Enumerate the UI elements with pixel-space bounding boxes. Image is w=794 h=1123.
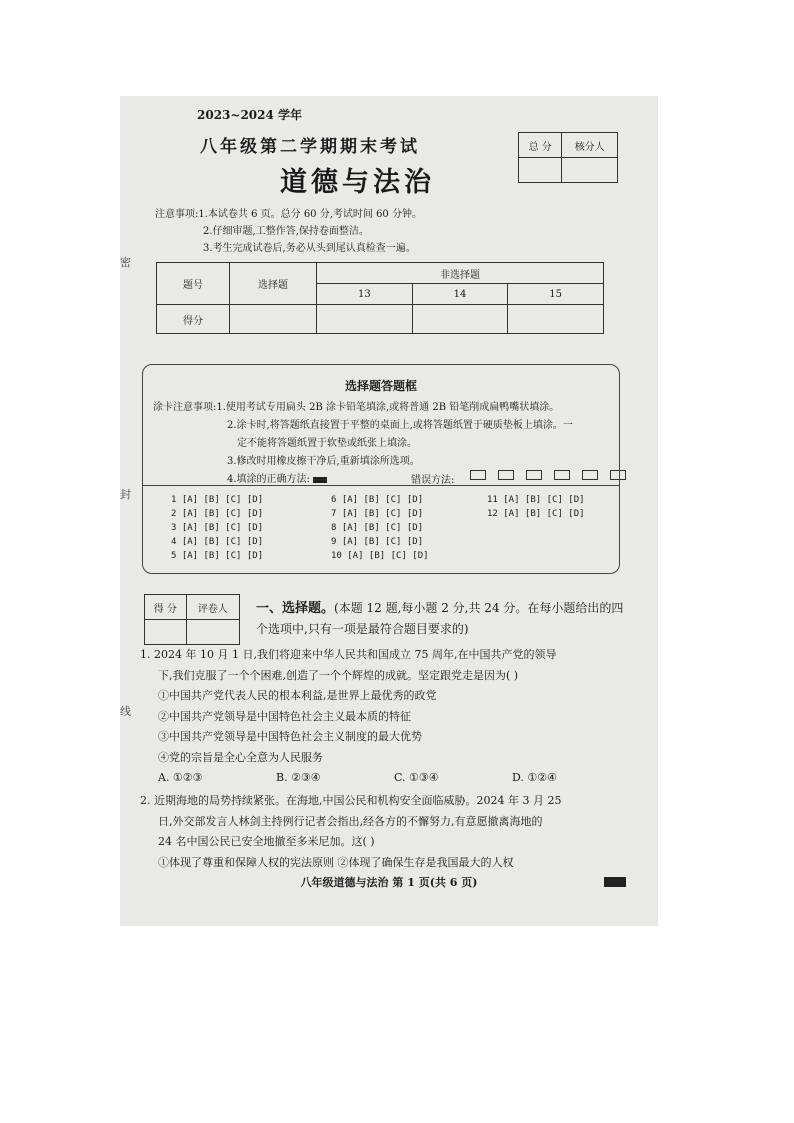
q14-header: 14 <box>412 284 508 305</box>
wrong-mark-icon <box>610 470 626 480</box>
subject-title: 道德与法治 <box>280 167 435 198</box>
q1-statement: ③中国共产党领导是中国特色社会主义制度的最大优势 <box>158 730 422 743</box>
q2-statements: ①体现了尊重和保障人权的宪法原则 ②体现了确保生存是我国最大的人权 <box>158 855 514 869</box>
bubble-column-1 <box>171 493 263 563</box>
score-row-label: 得分 <box>157 305 230 334</box>
grader-box <box>144 594 240 645</box>
q15-header: 15 <box>508 284 604 305</box>
section-heading <box>256 598 636 639</box>
answer-card-divider <box>143 485 619 486</box>
q1-statement: ②中国共产党领导是中国特色社会主义最本质的特征 <box>158 709 411 723</box>
wrong-mark-icon <box>582 470 598 480</box>
q1-statement: ④党的宗旨是全心全意为人民服务 <box>158 750 323 764</box>
wrong-mark-icon <box>470 470 486 480</box>
bubble-row-8[interactable]: 8 [A] [B] [C] [D] <box>331 523 424 533</box>
non-choice-header: 非选择题 <box>317 263 604 284</box>
question-1 <box>140 645 630 789</box>
q2-stem-cont: 日,外交部发言人林剑主持例行记者会指出,经各方的不懈努力,有意愿撤离海地的 <box>158 814 543 828</box>
bubble-row-3[interactable]: 3 [A] [B] [C] [D] <box>171 523 264 533</box>
score-cell[interactable] <box>230 305 317 334</box>
bubble-row-10[interactable]: 10 [A] [B] [C] [D] <box>331 551 429 561</box>
section-desc-line2: 个选项中,只有一项是最符合题目要求的) <box>256 622 469 636</box>
q2-stem-cont: 24 名中国公民已安全地撤至多米尼加。这( ) <box>158 835 375 848</box>
bubble-row-7[interactable]: 7 [A] [B] [C] [D] <box>331 509 424 519</box>
note-item: 3.考生完成试卷后,务必从头到尾认真检查一遍。 <box>203 243 416 254</box>
wrong-mark-icon <box>498 470 514 480</box>
margin-mark-feng: 封 <box>120 488 131 501</box>
note-item: 1.本试卷共 6 页。总分 60 分,考试时间 60 分钟。 <box>198 209 422 220</box>
section-title: 一、选择题。 <box>256 601 335 616</box>
footer-marker <box>604 877 626 887</box>
wrong-method-marks <box>470 470 626 480</box>
grader-reviewer-header: 评卷人 <box>186 595 239 620</box>
bubble-row-2[interactable]: 2 [A] [B] [C] [D] <box>171 509 264 519</box>
margin-mark-xian: 线 <box>120 705 131 718</box>
card-note: 1.使用考试专用扁头 2B 涂卡铅笔填涂,或将普通 2B 铅笔削成扁鸭嘴状填涂。 <box>216 402 560 413</box>
q1-stem-cont: 下,我们克服了一个个困难,创造了一个个辉煌的成就。坚定跟党走是因为( ) <box>158 668 519 682</box>
q1-choice-b[interactable]: B. ②③④ <box>276 771 321 784</box>
wrong-mark-icon <box>526 470 542 480</box>
q1-statement: ①中国共产党代表人民的根本利益,是世界上最优秀的政党 <box>158 689 437 702</box>
bubble-row-4[interactable]: 4 [A] [B] [C] [D] <box>171 537 264 547</box>
grader-score-cell[interactable] <box>145 620 187 645</box>
score-cell[interactable] <box>412 305 508 334</box>
score-cell[interactable] <box>317 305 413 334</box>
exam-page <box>120 96 658 926</box>
note-item: 2.仔细审题,工整作答,保持卷面整洁。 <box>203 226 369 237</box>
page-footer: 八年级道德与法治 第 1 页(共 6 页) <box>300 876 478 889</box>
bubble-row-11[interactable]: 11 [A] [B] [C] [D] <box>487 495 585 505</box>
q1-choice-d[interactable]: D. ①②④ <box>512 771 558 784</box>
q1-stem: 1. 2024 年 10 月 1 日,我们将迎来中华人民共和国成立 75 周年,在中国共产党的领导 <box>140 648 557 661</box>
total-score-box <box>518 132 618 183</box>
total-score-header: 总 分 <box>519 133 562 158</box>
q1-choice-c[interactable]: C. ①③④ <box>394 771 439 784</box>
checker-cell[interactable] <box>562 158 618 183</box>
card-note: 4.填涂的正确方法: <box>227 474 310 485</box>
margin-mark-mi: 密 <box>120 256 131 269</box>
bubble-row-9[interactable]: 9 [A] [B] [C] [D] <box>331 537 424 547</box>
answer-card-title: 选择题答题框 <box>344 379 417 393</box>
section-desc: (本题 12 题,每小题 2 分,共 24 分。在每小题给出的四 <box>334 601 624 615</box>
total-score-cell[interactable] <box>519 158 562 183</box>
q1-choices <box>140 768 630 789</box>
score-cell[interactable] <box>508 305 604 334</box>
exam-title: 八年级第二学期期末考试 <box>200 137 420 157</box>
q13-header: 13 <box>317 284 413 305</box>
bubble-row-1[interactable]: 1 [A] [B] [C] [D] <box>171 495 264 505</box>
wrong-method-label: 错误方法: <box>411 475 455 486</box>
grader-score-header: 得 分 <box>145 595 187 620</box>
exam-notes <box>155 206 422 257</box>
correct-fill-mark <box>313 477 327 483</box>
q1-choice-a[interactable]: A. ①②③ <box>158 771 203 784</box>
card-note: 2.涂卡时,将答题纸直接置于平整的桌面上,或将答题纸置于硬质垫板上填涂。一 <box>227 420 573 431</box>
question-no-header: 题号 <box>157 263 230 305</box>
bubble-row-5[interactable]: 5 [A] [B] [C] [D] <box>171 551 264 561</box>
card-note: 3.修改时用橡皮擦干净后,重新填涂所选项。 <box>227 456 420 467</box>
checker-header: 核分人 <box>562 133 618 158</box>
question-2 <box>140 791 630 873</box>
choice-header: 选择题 <box>230 263 317 305</box>
score-table <box>156 262 604 334</box>
bubble-row-12[interactable]: 12 [A] [B] [C] [D] <box>487 509 585 519</box>
card-note: 定不能将答题纸置于软垫或纸张上填涂。 <box>237 438 417 449</box>
answer-card-label: 涂卡注意事项: <box>153 402 217 413</box>
bubble-column-2 <box>331 493 429 563</box>
notes-label: 注意事项: <box>155 209 199 220</box>
q2-stem: 2. 近期海地的局势持续紧张。在海地,中国公民和机构安全面临威胁。2024 年 3 月 25 <box>140 794 562 807</box>
wrong-mark-icon <box>554 470 570 480</box>
bubble-column-3 <box>487 493 585 521</box>
school-year: 2023~2024 学年 <box>197 108 303 122</box>
answer-card <box>142 364 620 574</box>
grader-reviewer-cell[interactable] <box>186 620 239 645</box>
bubble-row-6[interactable]: 6 [A] [B] [C] [D] <box>331 495 424 505</box>
